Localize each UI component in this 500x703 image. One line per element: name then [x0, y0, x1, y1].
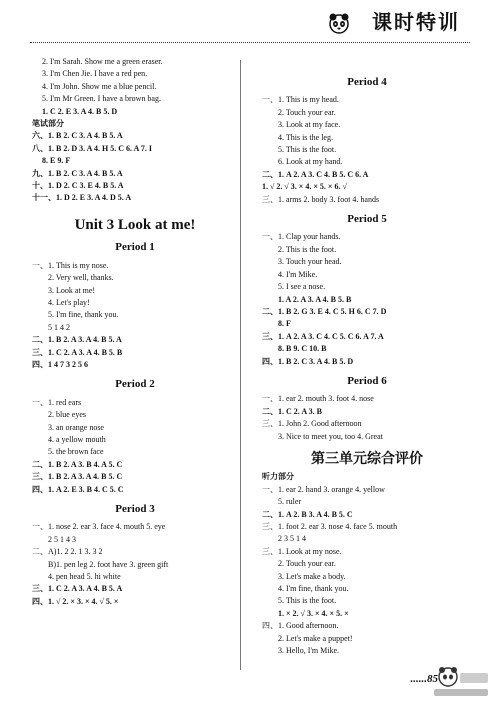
panda-mascot-icon: [328, 12, 350, 34]
unit-review-title: 第三单元综合评价: [311, 450, 423, 467]
answer-line: 三、1. A 2. A 3. C 4. C 5. C 6. A 7. A: [262, 331, 384, 341]
answer-line: 2. Touch your ear.: [278, 107, 336, 117]
answer-line: 2. I'm Sarah. Show me a green eraser.: [42, 57, 163, 66]
answer-line: 四、1. Good afternoon.: [262, 621, 339, 631]
answer-line: 4. I'm John. Show me a blue pencil.: [42, 81, 157, 91]
answer-line: 三、1. Look at my nose.: [262, 546, 342, 556]
answer-line: 四、1 4 7 3 2 5 6: [32, 359, 88, 369]
answer-line: 2 5 1 4 3: [48, 534, 76, 544]
answer-line: 一、1. This is my nose.: [32, 260, 109, 270]
answer-line: 4. Let's play!: [48, 297, 90, 307]
answer-line: 4. a yellow mouth: [48, 434, 106, 444]
answer-line: 十一、1. D 2. E 3. A 4. D 5. A: [32, 193, 132, 203]
answer-line: 5. the brown face: [48, 447, 104, 457]
period-title: Period 6: [347, 374, 387, 387]
answer-line: 二、1. C 2. A 3. B: [262, 406, 323, 416]
answer-line: 十、1. D 2. C 3. E 4. B 5. A: [32, 181, 124, 191]
answer-line: 三、1. John 2. Good afternoon: [262, 419, 362, 429]
answer-line: 1. A 2. A 3. A 4. B 5. B: [278, 294, 352, 304]
answer-line: 1. C 2. E 3. A 4. B 5. D: [42, 106, 118, 116]
answer-line: 3. Look at my face.: [278, 120, 341, 130]
answer-line: 一、1. Clap your hands.: [262, 232, 341, 242]
period-title: Period 5: [347, 213, 387, 226]
answer-line: 5. I'm fine, thank you.: [48, 310, 119, 320]
section-label-listening: 听力部分: [262, 472, 294, 482]
answer-line: 九、1. B 2. C 3. A 4. B 5. A: [32, 168, 123, 178]
period-title: Period 4: [347, 76, 387, 88]
answer-line: 四、1. B 2. C 3. A 4. B 5. D: [262, 356, 354, 366]
answer-line: 6. Look at my hand.: [278, 157, 343, 167]
period-title: Period 2: [115, 378, 155, 391]
answer-line: 3. an orange nose: [48, 422, 104, 432]
answer-line: 5. I see a nose.: [278, 282, 326, 292]
unit-title: Unit 3 Look at me!: [74, 216, 196, 233]
answer-line: 4. This is the leg.: [278, 132, 333, 142]
answer-line: 一、1. ear 2. mouth 3. foot 4. nose: [262, 394, 374, 404]
answer-line: 5. This is the foot.: [278, 596, 337, 606]
answer-line: 四、1. √ 2. × 3. × 4. √ 5. ×: [32, 596, 119, 606]
answer-line: 5. I'm Mr Green. I have a brown bag.: [42, 94, 161, 104]
answer-line: 8. F: [278, 319, 291, 329]
header-dotted-rule: [30, 42, 470, 43]
answer-line: 2. Very well, thanks.: [48, 273, 114, 283]
answer-line: 3. Nice to meet you, too 4. Great: [278, 431, 383, 441]
left-column: [32, 56, 238, 608]
answer-line: 3. Look at me!: [48, 285, 96, 295]
column-divider: [240, 60, 241, 670]
answer-line: 六、1. B 2. C 3. A 4. B 5. A: [32, 131, 123, 141]
answer-line: 4. I'm Mike.: [278, 269, 318, 279]
answer-line: 三、1. foot 2. ear 3. nose 4. face 5. mouth: [262, 522, 398, 531]
period-title: Period 3: [115, 503, 155, 515]
answer-line: 三、1. arms 2. body 3. foot 4. hands: [262, 194, 380, 204]
answer-line: 一、1. This is my head.: [262, 95, 339, 105]
answer-line: 二、1. B 2. G 3. E 4. C 5. H 6. C 7. D: [262, 306, 387, 316]
answer-line: 2. Let's make a puppet!: [278, 633, 353, 643]
answer-line: 二、1. B 2. A 3. A 4. B 5. A: [32, 335, 122, 345]
answer-line: 2. Touch your ear.: [278, 559, 336, 569]
answer-line: 三、1. B 2. A 3. A 4. B 5. C: [32, 472, 123, 482]
answer-line: 四、1. A 2. E 3. B 4. C 5. C: [32, 484, 124, 494]
page-number: ......85: [410, 673, 438, 685]
answer-line: 二、1. A 2. B 3. A 4. B 5. C: [262, 509, 353, 519]
answer-line: 二、1. B 2. A 3. B 4. A 5. C: [32, 459, 123, 469]
answer-line: 三、1. C 2. A 3. A 4. B 5. B: [32, 347, 123, 357]
answer-line: 3. Touch your head.: [278, 257, 342, 267]
answer-line: 三、1. C 2. A 3. A 4. B 5. A: [32, 584, 123, 594]
answer-line: 1. √ 2. √ 3. × 4. × 5. × 6. √: [262, 182, 347, 192]
period-title: Period 1: [115, 241, 155, 254]
answer-line: B)1. pen leg 2. foot have 3. green gift: [48, 559, 169, 569]
answer-line: 八、1. B 2. D 3. A 4. H 5. C 6. A 7. I: [32, 143, 153, 153]
answer-line: 二、1. A 2. A 3. C 4. B 5. C 6. A: [262, 169, 369, 179]
answer-line: 一、1. ear 2. hand 3. orange 4. yellow: [262, 484, 385, 494]
answer-line: 5. This is the foot.: [278, 145, 337, 155]
answer-line: 5 1 4 2: [48, 322, 70, 332]
right-column: [262, 56, 472, 657]
section-label-written: 笔试部分: [32, 119, 64, 129]
answer-line: 2 3 5 1 4: [278, 534, 306, 544]
answer-line: 3. Let's make a body.: [278, 571, 346, 581]
answer-line: 1. × 2. √ 3. × 4. × 5. ×: [278, 608, 349, 618]
answer-line: 二、A)1. 2 2. 1 3. 3 2: [32, 547, 103, 557]
watermark-logo-icon: [430, 663, 492, 699]
answer-line: 5. ruler: [278, 497, 302, 507]
answer-line: 2. This is the foot.: [278, 244, 337, 254]
answer-line: 一、1. red ears: [32, 397, 82, 407]
answer-line: 一、1. nose 2. ear 3. face 4. mouth 5. eye: [32, 522, 166, 532]
answer-line: 8. B 9. C 10. B: [278, 344, 327, 354]
answer-line: 8. E 9. F: [42, 156, 71, 166]
answer-line: 4. pen head 5. hi white: [48, 572, 121, 582]
answer-line: 2. blue eyes: [48, 410, 86, 420]
book-brand-title: 课时特训: [372, 10, 460, 34]
answer-line: 4. I'm fine, thank you.: [278, 584, 349, 594]
answer-line: 3. Hello, I'm Mike.: [278, 646, 339, 656]
answer-line: 3. I'm Chen Jie. I have a red pen.: [42, 69, 148, 79]
